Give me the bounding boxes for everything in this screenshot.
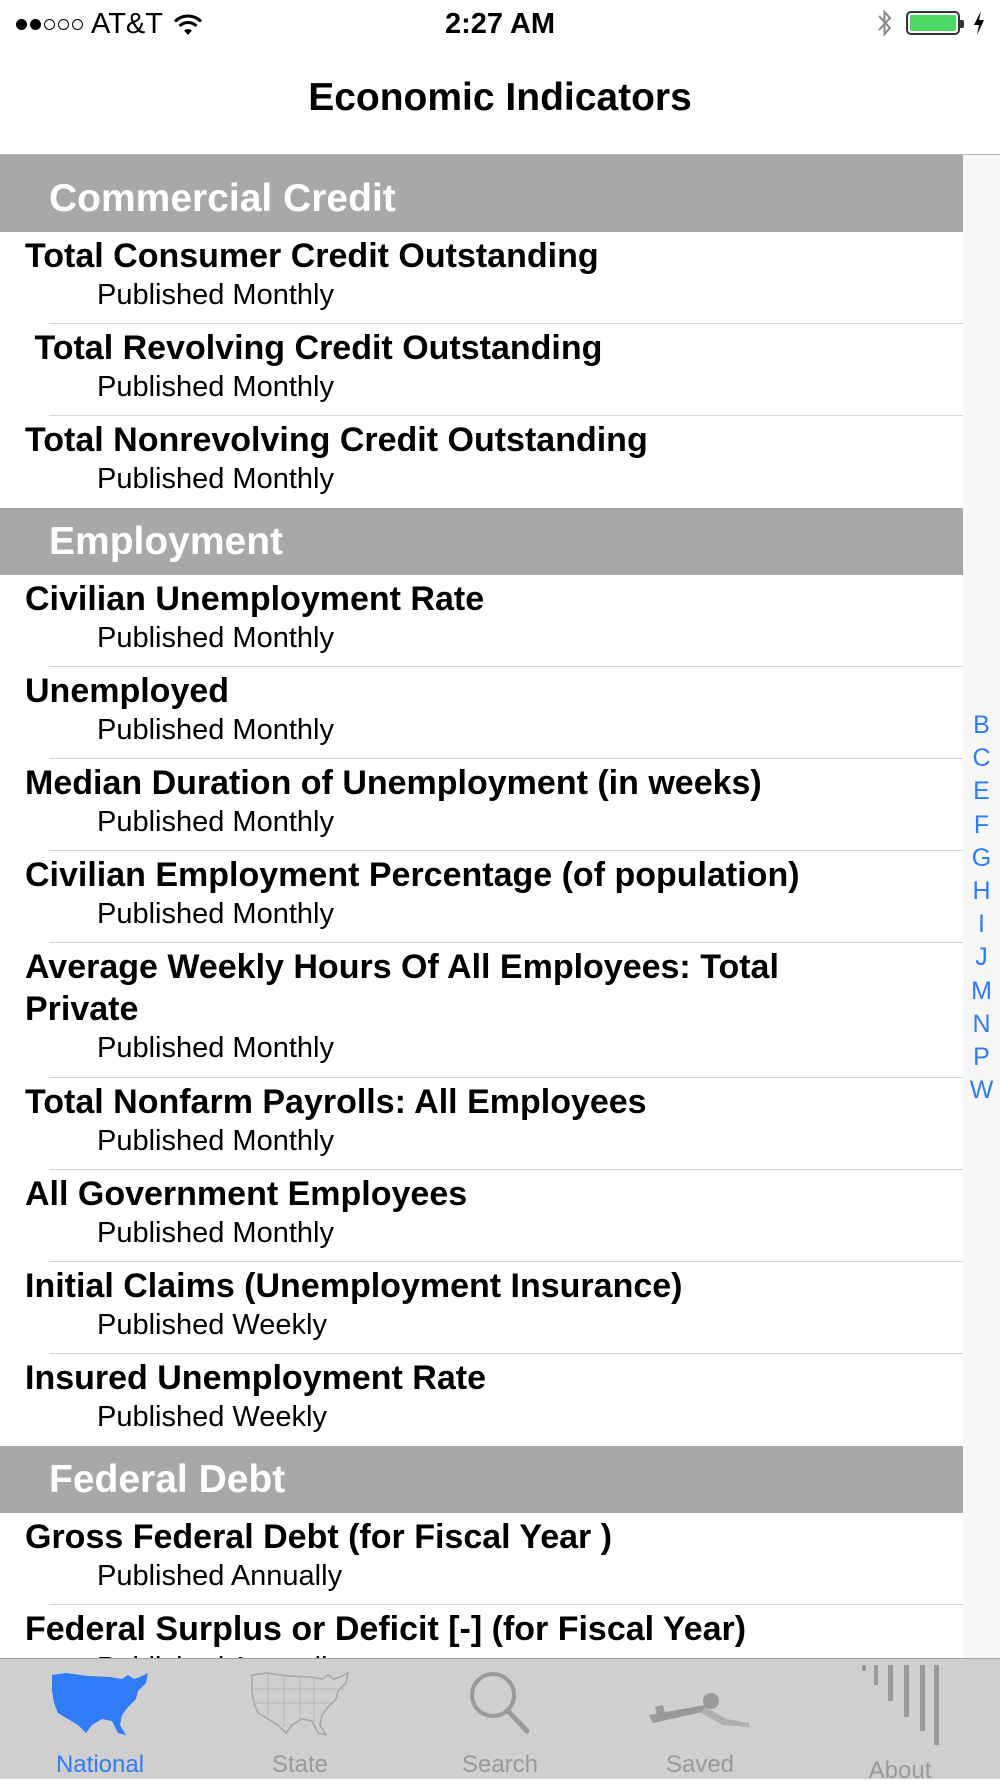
item-title: Federal Surplus or Deficit [-] (for Fiscal Year) [25,1610,747,1648]
section-header-federal-debt: Federal Debt [0,1446,963,1513]
status-right [876,8,986,38]
item-title: Insured Unemployment Rate [25,1359,486,1397]
battery-icon [906,11,960,35]
index-letter[interactable]: F [973,810,990,839]
index-letter[interactable]: W [969,1076,994,1105]
usa-map-icon [48,1665,152,1739]
item-frequency: Published Weekly [97,1309,327,1341]
list-item[interactable] [0,575,963,667]
section-index[interactable] [963,155,1000,1658]
section-header-employment: Employment [0,508,963,575]
item-frequency: Published Weekly [97,1401,327,1433]
battery-cap [960,20,964,28]
charging-bolt-icon [972,10,986,36]
list-item[interactable] [0,759,963,851]
list-item[interactable] [0,1354,963,1446]
battery-fill [910,15,956,31]
item-title: Total Nonfarm Payrolls: All Employees [25,1083,647,1121]
list-item[interactable] [0,943,963,1078]
tab-label: State [271,1751,329,1778]
list-item[interactable] [0,851,963,943]
tab-label: About [868,1757,932,1784]
list-item[interactable] [0,667,963,759]
item-title: Gross Federal Debt (for Fiscal Year ) [25,1518,613,1556]
carrier-name: AT&T [91,8,163,40]
index-letter[interactable]: C [972,744,991,773]
index-letter[interactable]: P [973,1042,990,1071]
item-title: All Government Employees [25,1175,468,1213]
index-letter[interactable]: J [975,943,988,972]
tab-national[interactable] [0,1659,200,1779]
section-header-commercial-credit: Commercial Credit [0,155,963,232]
index-letter[interactable]: N [972,1009,991,1038]
list-item[interactable] [0,1078,963,1170]
list-item[interactable] [0,1513,963,1605]
item-title: Total Nonrevolving Credit Outstanding [25,421,648,459]
tab-about[interactable] [800,1659,1000,1784]
item-frequency: Published Monthly [97,463,334,495]
item-title: Initial Claims (Unemployment Insurance) [25,1267,683,1305]
list-item[interactable] [0,1170,963,1262]
item-frequency: Published Monthly [97,1032,334,1064]
index-letter[interactable]: H [972,876,991,905]
item-title: Civilian Employment Percentage (of population) [25,856,800,894]
status-time: 2:27 AM [444,8,556,40]
item-frequency: Published Monthly [97,806,334,838]
item-title: Unemployed [25,672,230,710]
tab-label: Search [461,1751,539,1778]
about-bars-icon [860,1665,940,1745]
tab-label: Saved [665,1751,735,1778]
index-letter[interactable]: M [971,976,992,1005]
item-frequency: Published Monthly [97,279,334,311]
search-icon [465,1665,535,1739]
item-frequency: Published Monthly [97,898,334,930]
indicator-list[interactable] [0,155,1000,1658]
item-title: Median Duration of Unemployment (in weeks) [25,764,762,802]
list-item[interactable] [0,232,963,324]
tab-label: National [55,1751,145,1778]
item-frequency: Published Monthly [97,622,334,654]
item-title: Total Revolving Credit Outstanding [25,329,603,367]
page-title: Economic Indicators [308,76,692,119]
tab-bar [0,1658,1000,1784]
item-frequency: Published Monthly [97,1125,334,1157]
tab-saved[interactable] [600,1659,800,1779]
item-frequency: Published Annually [97,1560,343,1592]
index-letter[interactable]: G [971,843,992,872]
item-title: Average Weekly Hours Of All Employees: Total Private [25,948,779,1028]
item-title: Civilian Unemployment Rate [25,580,485,618]
index-letter[interactable]: I [978,910,985,939]
index-letter[interactable]: E [973,777,990,806]
index-letters [963,709,1000,1107]
status-bar [0,0,1000,50]
tab-state[interactable] [200,1659,400,1779]
tab-search[interactable] [400,1659,600,1779]
list-item[interactable] [0,1262,963,1354]
bluetooth-icon [876,8,894,38]
item-title: Total Consumer Credit Outstanding [25,237,599,275]
states-map-icon [248,1665,352,1739]
item-frequency: Published Monthly [97,371,334,403]
navigation-bar [0,50,1000,155]
item-frequency: Published Monthly [97,714,334,746]
item-frequency: Published Monthly [97,1217,334,1249]
list-item[interactable] [0,324,963,416]
saved-icon [645,1665,755,1739]
list-item[interactable] [0,416,963,508]
index-letter[interactable]: B [973,711,990,739]
